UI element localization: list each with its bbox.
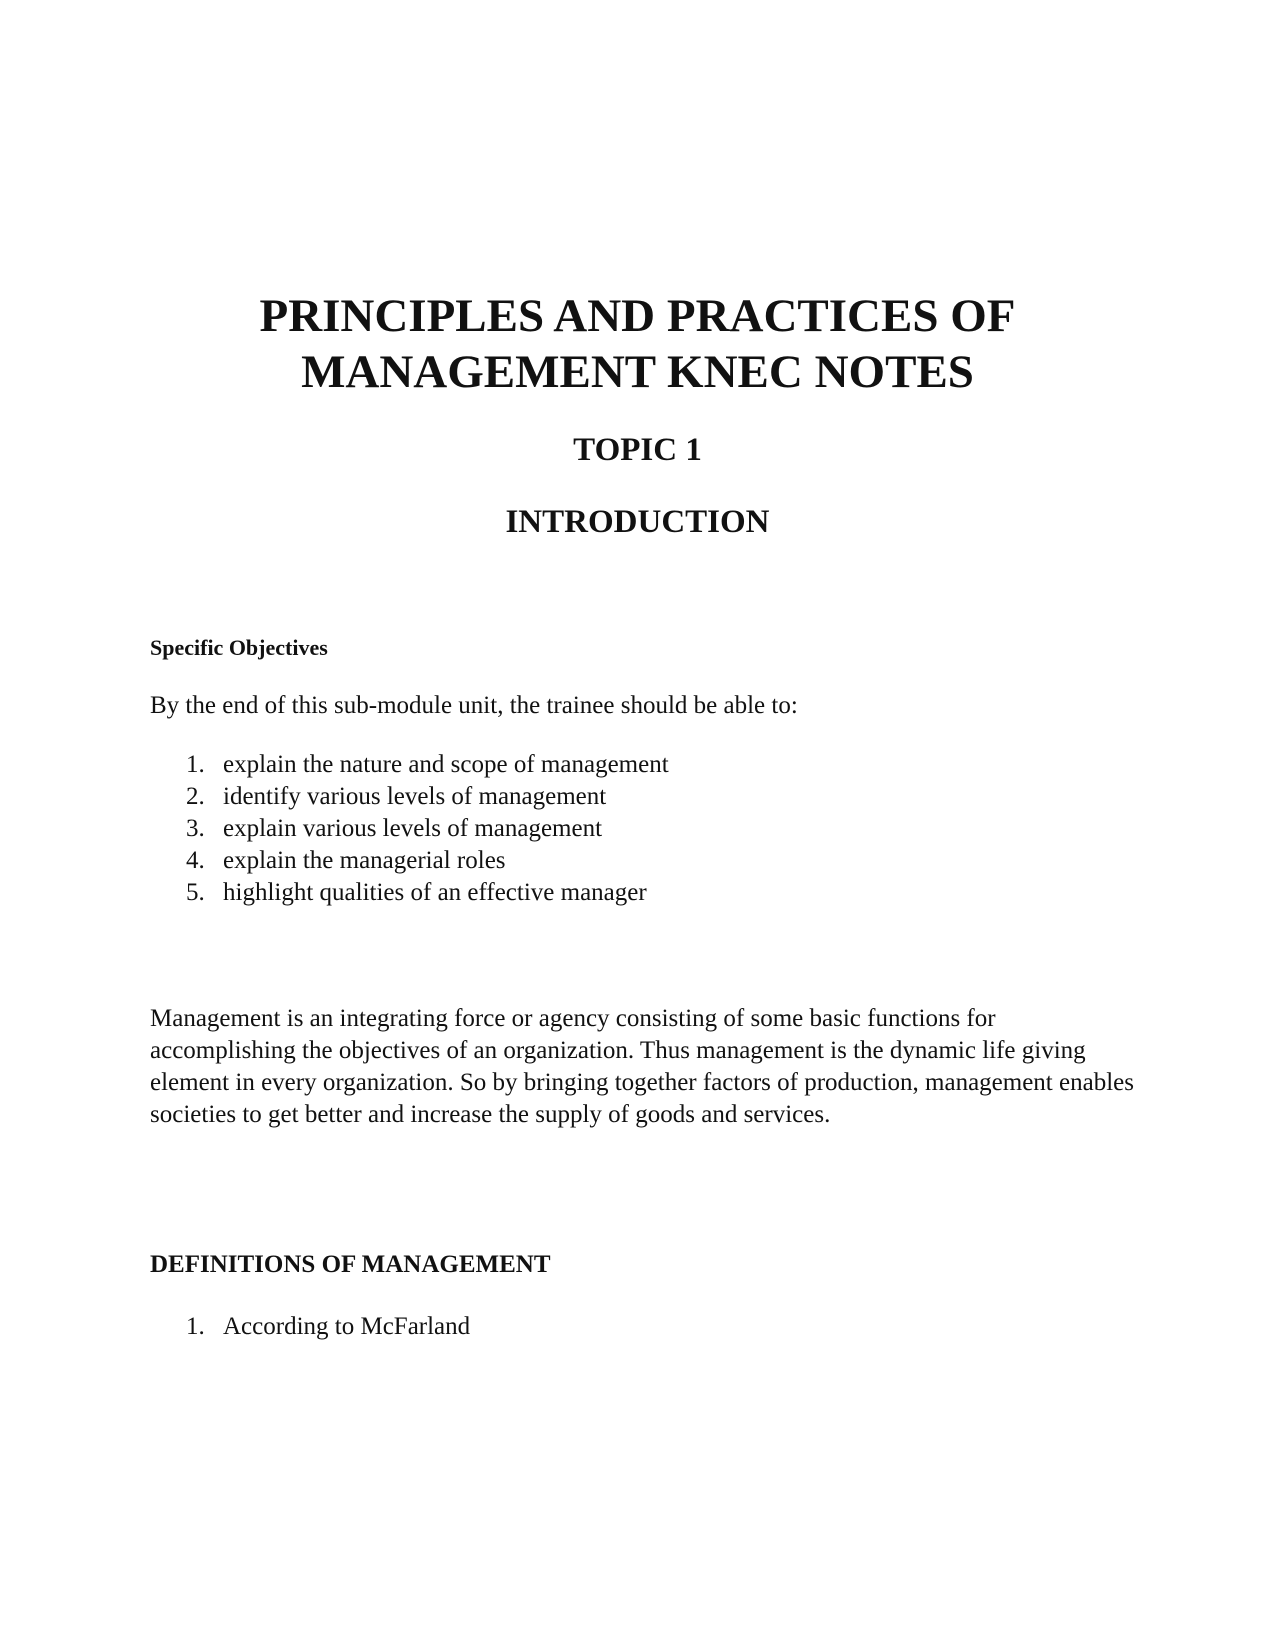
list-item-number: 1. xyxy=(186,1313,205,1340)
list-item xyxy=(150,781,669,813)
list-item xyxy=(150,813,669,845)
topic-label: TOPIC 1 xyxy=(573,432,702,468)
list-item-number: 4. xyxy=(186,847,205,874)
list-item-text: explain various levels of management xyxy=(223,815,603,842)
document-title: PRINCIPLES AND PRACTICES OF MANAGEMENT KNEC NOTES xyxy=(259,290,1016,398)
list-item-text: highlight qualities of an effective manager xyxy=(223,879,647,906)
objectives-heading: Specific Objectives xyxy=(150,635,328,660)
list-item xyxy=(150,845,669,877)
list-item-text: explain the managerial roles xyxy=(223,847,506,874)
intro-paragraph: Management is an integrating force or agency consisting of some basic functions for accomplishing the objectives of an organization. Thus management is the dynamic life giving element in every organization. So by bringing together factors of production, management enables societies to get better and increase the supply of goods and services. xyxy=(150,1005,1134,1128)
list-item-text: identify various levels of management xyxy=(223,783,607,810)
section-heading: INTRODUCTION xyxy=(505,504,770,540)
objectives-list xyxy=(150,749,669,909)
list-item-number: 1. xyxy=(186,751,205,778)
list-item xyxy=(150,749,669,781)
list-item-number: 2. xyxy=(186,783,205,810)
list-item-text: explain the nature and scope of management xyxy=(223,751,669,778)
list-item-number: 5. xyxy=(186,879,205,906)
objectives-intro: By the end of this sub-module unit, the trainee should be able to: xyxy=(150,692,798,719)
definitions-heading: DEFINITIONS OF MANAGEMENT xyxy=(150,1251,551,1278)
list-item-number: 3. xyxy=(186,815,205,842)
list-item-text: According to McFarland xyxy=(223,1313,471,1340)
definitions-list xyxy=(150,1311,470,1343)
list-item xyxy=(150,1311,470,1343)
list-item xyxy=(150,877,669,909)
